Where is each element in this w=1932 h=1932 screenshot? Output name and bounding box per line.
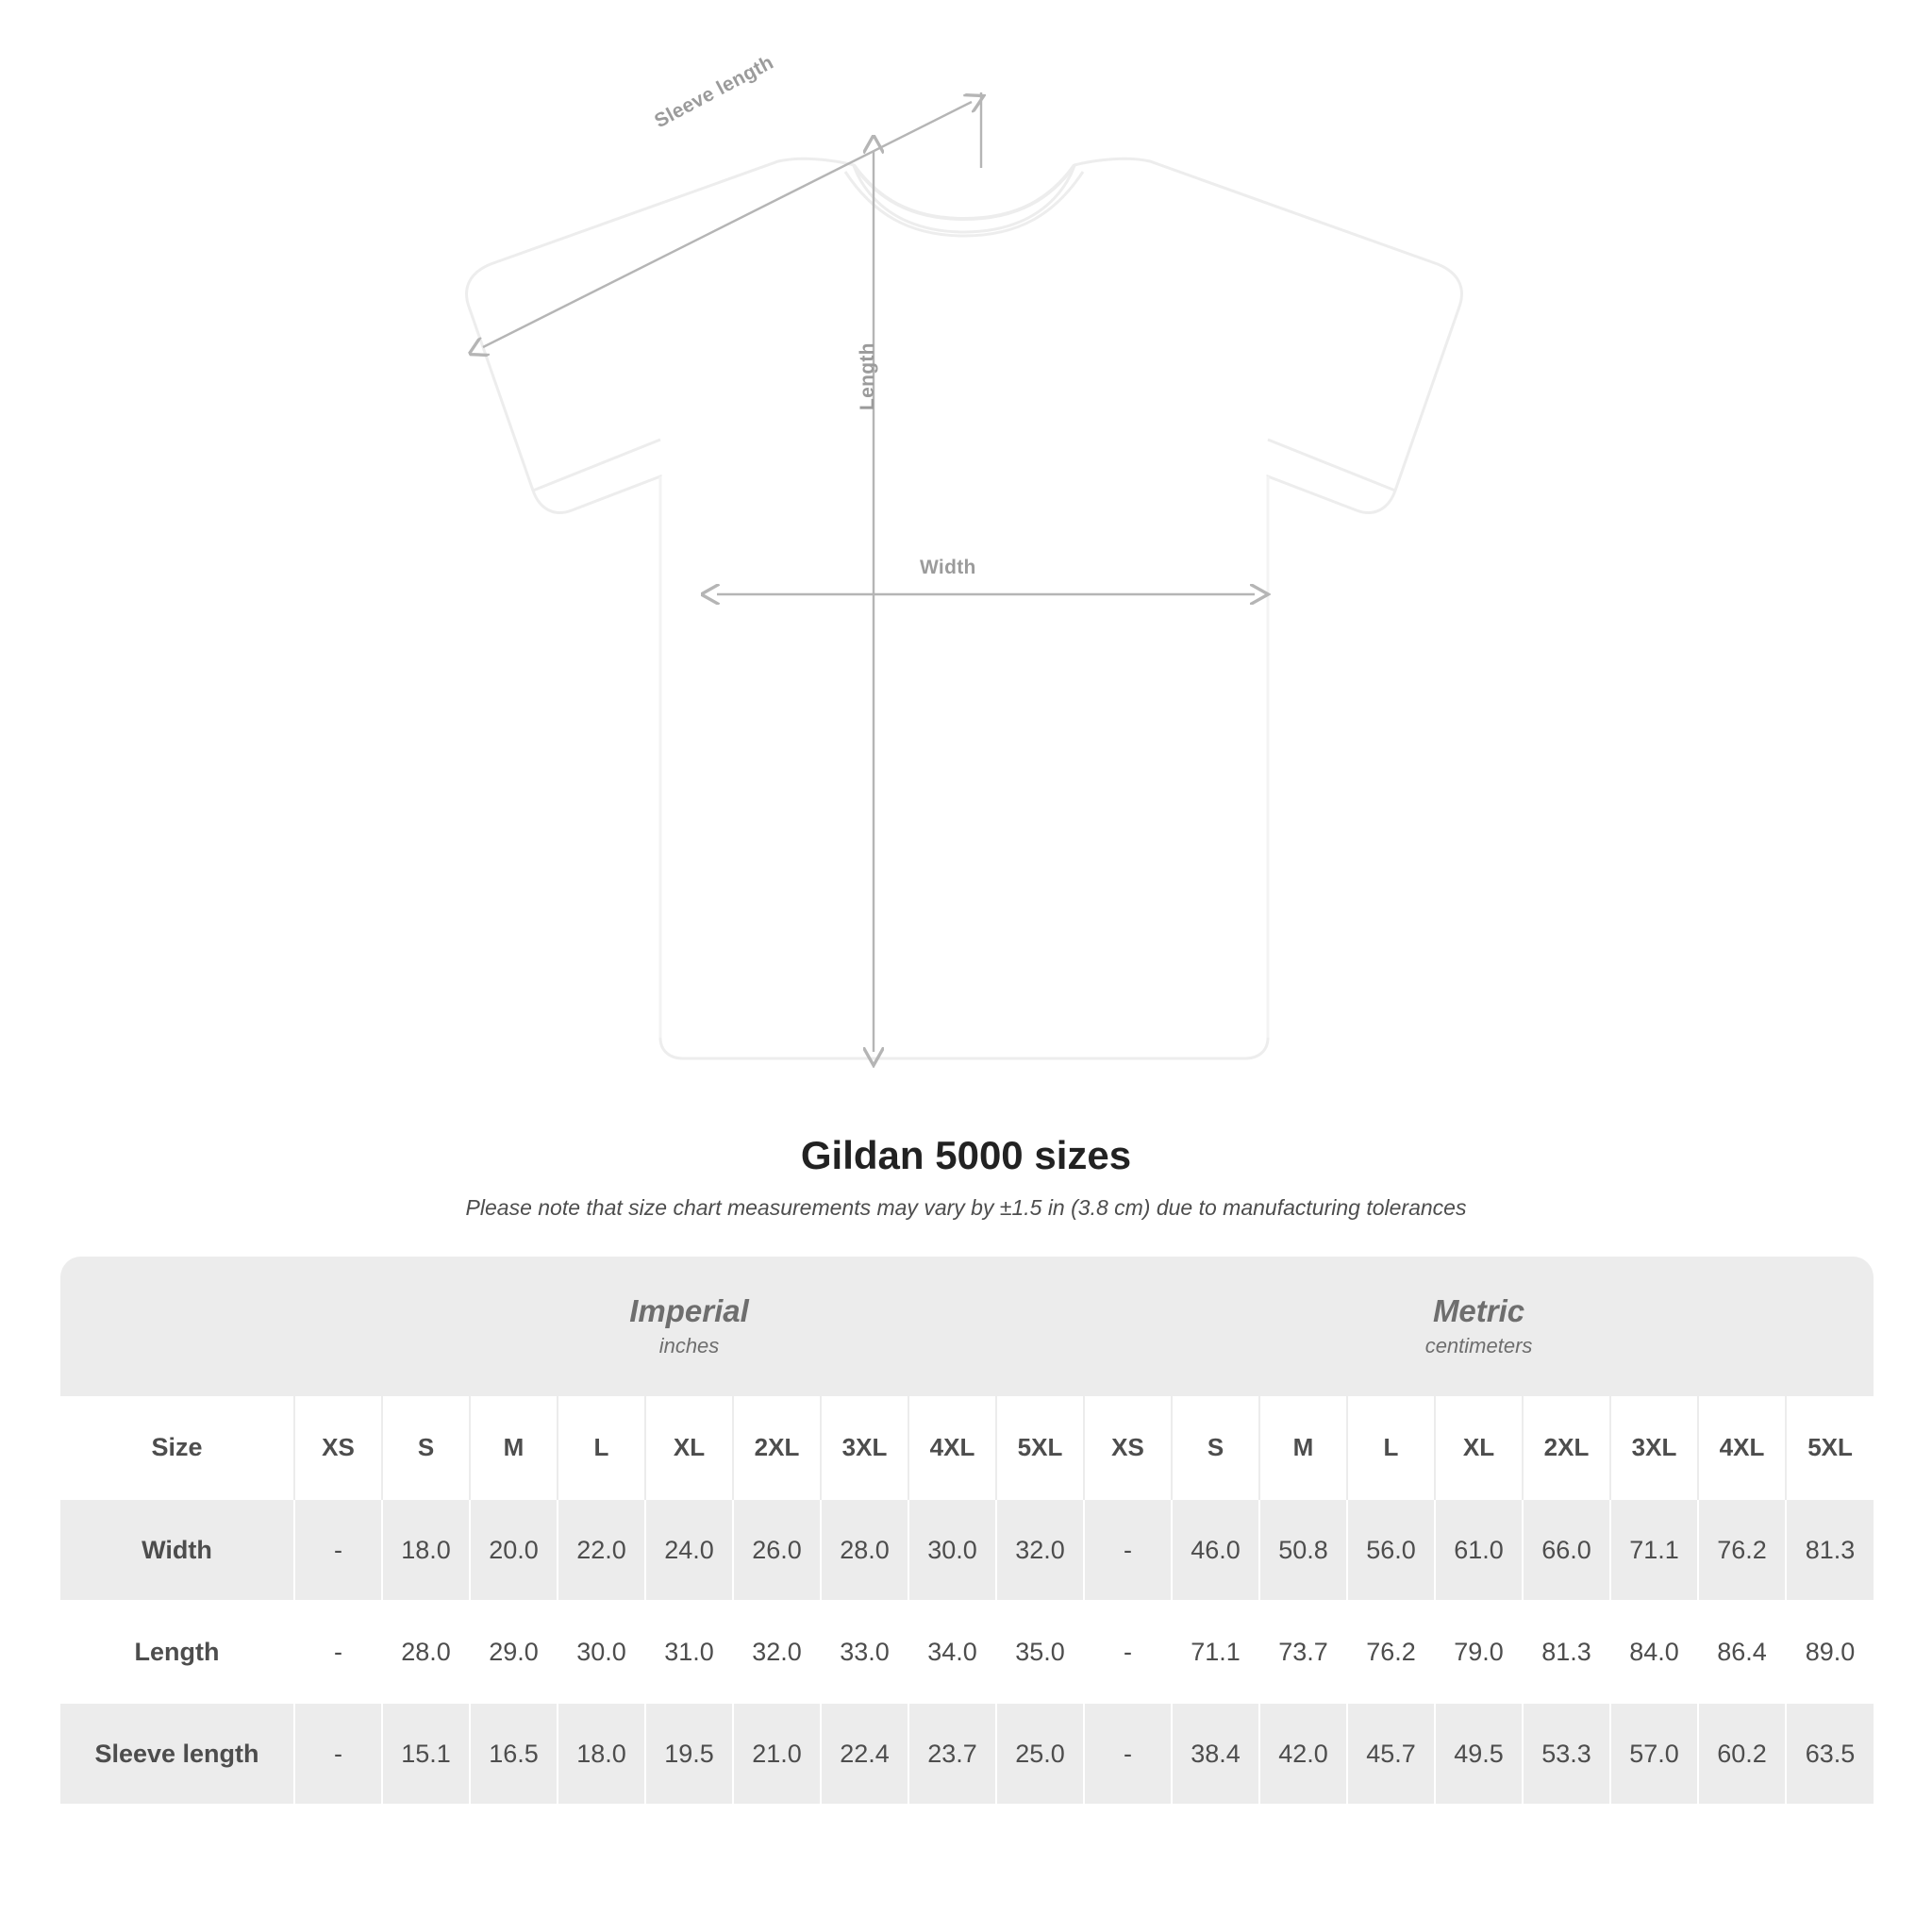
measurement-cell: 32.0 bbox=[996, 1499, 1084, 1601]
measurement-cell: 71.1 bbox=[1610, 1499, 1698, 1601]
measurement-cell: 18.0 bbox=[558, 1703, 645, 1804]
measurement-cell: 21.0 bbox=[733, 1703, 821, 1804]
measurement-cell: 81.3 bbox=[1523, 1601, 1610, 1703]
measurement-cell: - bbox=[294, 1601, 382, 1703]
measurement-cell: 23.7 bbox=[908, 1703, 996, 1804]
measurement-cell: 60.2 bbox=[1698, 1703, 1786, 1804]
measurement-cell: 79.0 bbox=[1435, 1601, 1523, 1703]
size-table-body bbox=[60, 1257, 1874, 1804]
measurement-cell: 38.4 bbox=[1172, 1703, 1259, 1804]
measurement-cell: 16.5 bbox=[470, 1703, 558, 1804]
measurement-row-label: Sleeve length bbox=[60, 1703, 294, 1804]
unit-group-name: Imperial bbox=[629, 1292, 749, 1328]
size-header-row bbox=[60, 1396, 1874, 1499]
size-column-header-13: XL bbox=[1435, 1396, 1523, 1499]
sleeve-length-dimension-label: Sleeve length bbox=[651, 51, 777, 133]
size-column-header: Size bbox=[60, 1396, 294, 1499]
measurement-cell: 20.0 bbox=[470, 1499, 558, 1601]
measurement-cell: - bbox=[1084, 1703, 1172, 1804]
measurement-cell: - bbox=[294, 1499, 382, 1601]
size-column-header-6: 3XL bbox=[821, 1396, 908, 1499]
table-row bbox=[60, 1703, 1874, 1804]
size-column-header-16: 4XL bbox=[1698, 1396, 1786, 1499]
page-title: Gildan 5000 sizes bbox=[800, 1133, 1132, 1177]
measurement-cell: - bbox=[1084, 1499, 1172, 1601]
measurement-cell: 28.0 bbox=[382, 1601, 470, 1703]
size-table-wrapper bbox=[60, 1257, 1872, 1804]
size-column-header-7: 4XL bbox=[908, 1396, 996, 1499]
measurement-cell: 49.5 bbox=[1435, 1703, 1523, 1804]
measurement-cell: 22.0 bbox=[558, 1499, 645, 1601]
unit-header-spacer bbox=[60, 1257, 294, 1396]
length-dimension-label: Length bbox=[857, 342, 878, 410]
measurement-cell: 18.0 bbox=[382, 1499, 470, 1601]
size-column-header-12: L bbox=[1347, 1396, 1435, 1499]
size-table bbox=[60, 1257, 1874, 1804]
size-column-header-10: S bbox=[1172, 1396, 1259, 1499]
measurement-cell: 19.5 bbox=[645, 1703, 733, 1804]
measurement-cell: 30.0 bbox=[558, 1601, 645, 1703]
measurement-cell: 35.0 bbox=[996, 1601, 1084, 1703]
measurement-cell: 42.0 bbox=[1259, 1703, 1347, 1804]
unit-group-sub: centimeters bbox=[1424, 1334, 1533, 1358]
tolerance-note: Please note that size chart measurements may vary by ±1.5 in (3.8 cm) due to manufacturing tolerances bbox=[465, 1195, 1467, 1220]
table-row bbox=[60, 1601, 1874, 1703]
measurement-cell: 32.0 bbox=[733, 1601, 821, 1703]
unit-group-name: Metric bbox=[1432, 1292, 1525, 1328]
unit-group-sub: inches bbox=[658, 1334, 720, 1358]
chart-title-block bbox=[0, 1133, 1932, 1221]
measurement-cell: 61.0 bbox=[1435, 1499, 1523, 1601]
measurement-cell: - bbox=[294, 1703, 382, 1804]
table-row bbox=[60, 1499, 1874, 1601]
measurement-cell: 30.0 bbox=[908, 1499, 996, 1601]
measurement-cell: 76.2 bbox=[1698, 1499, 1786, 1601]
measurement-cell: 66.0 bbox=[1523, 1499, 1610, 1601]
measurement-cell: 73.7 bbox=[1259, 1601, 1347, 1703]
measurement-cell: 22.4 bbox=[821, 1703, 908, 1804]
measurement-cell: 63.5 bbox=[1786, 1703, 1874, 1804]
size-column-header-15: 3XL bbox=[1610, 1396, 1698, 1499]
measurement-cell: - bbox=[1084, 1601, 1172, 1703]
measurement-cell: 45.7 bbox=[1347, 1703, 1435, 1804]
measurement-cell: 28.0 bbox=[821, 1499, 908, 1601]
measurement-cell: 76.2 bbox=[1347, 1601, 1435, 1703]
measurement-row-label: Length bbox=[60, 1601, 294, 1703]
size-column-header-4: XL bbox=[645, 1396, 733, 1499]
measurement-cell: 53.3 bbox=[1523, 1703, 1610, 1804]
size-column-header-9: XS bbox=[1084, 1396, 1172, 1499]
width-dimension-label: Width bbox=[920, 557, 976, 578]
measurement-cell: 31.0 bbox=[645, 1601, 733, 1703]
size-column-header-11: M bbox=[1259, 1396, 1347, 1499]
measurement-cell: 71.1 bbox=[1172, 1601, 1259, 1703]
measurement-cell: 50.8 bbox=[1259, 1499, 1347, 1601]
measurement-cell: 34.0 bbox=[908, 1601, 996, 1703]
shirt-body bbox=[467, 158, 1462, 1058]
measurement-cell: 24.0 bbox=[645, 1499, 733, 1601]
size-column-header-0: XS bbox=[294, 1396, 382, 1499]
measurement-row-label: Width bbox=[60, 1499, 294, 1601]
measurement-cell: 29.0 bbox=[470, 1601, 558, 1703]
measurement-cell: 26.0 bbox=[733, 1499, 821, 1601]
size-column-header-17: 5XL bbox=[1786, 1396, 1874, 1499]
unit-group-imperial bbox=[294, 1257, 1084, 1396]
unit-group-metric bbox=[1084, 1257, 1874, 1396]
measurement-cell: 25.0 bbox=[996, 1703, 1084, 1804]
size-column-header-3: L bbox=[558, 1396, 645, 1499]
measurement-cell: 81.3 bbox=[1786, 1499, 1874, 1601]
measurement-cell: 84.0 bbox=[1610, 1601, 1698, 1703]
measurement-cell: 56.0 bbox=[1347, 1499, 1435, 1601]
measurement-cell: 33.0 bbox=[821, 1601, 908, 1703]
size-column-header-14: 2XL bbox=[1523, 1396, 1610, 1499]
measurement-cell: 89.0 bbox=[1786, 1601, 1874, 1703]
unit-header-row bbox=[60, 1257, 1874, 1396]
measurement-cell: 15.1 bbox=[382, 1703, 470, 1804]
size-column-header-2: M bbox=[470, 1396, 558, 1499]
measurement-cell: 57.0 bbox=[1610, 1703, 1698, 1804]
measurement-cell: 46.0 bbox=[1172, 1499, 1259, 1601]
measurement-cell: 86.4 bbox=[1698, 1601, 1786, 1703]
size-column-header-1: S bbox=[382, 1396, 470, 1499]
size-column-header-8: 5XL bbox=[996, 1396, 1084, 1499]
size-column-header-5: 2XL bbox=[733, 1396, 821, 1499]
